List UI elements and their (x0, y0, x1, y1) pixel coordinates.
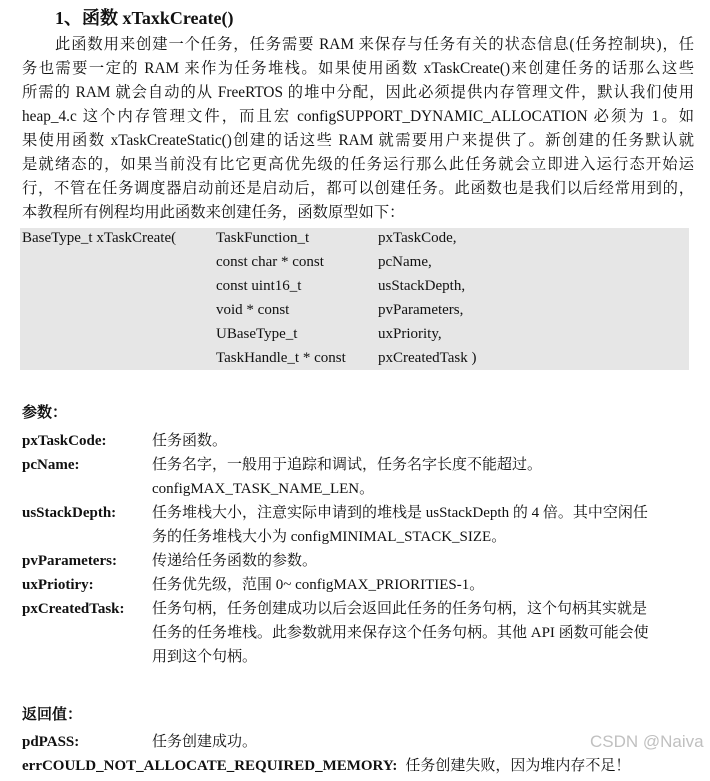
watermark: CSDN @Naiva (590, 732, 704, 751)
param-desc: 务的任务堆栈大小为 configMINIMAL_STACK_SIZE。 (152, 529, 507, 545)
param-type: UBaseType_t (216, 326, 298, 342)
param-desc: 用到这个句柄。 (152, 649, 258, 665)
param-label: pxTaskCode: (22, 433, 107, 449)
param-type: const char * const (216, 254, 324, 270)
param-type: TaskFunction_t (216, 230, 310, 246)
paragraph-line: 务也需要一定的 RAM 来作为任务堆栈。如果使用函数 xTaskCreate()来创建任务的话那么这些 (22, 60, 694, 77)
params-title: 参数： (22, 405, 68, 421)
return-desc: 任务创建失败，因为堆内存不足！ (405, 758, 631, 774)
param-label: pcName: (22, 457, 80, 473)
param-type: TaskHandle_t * const (216, 350, 346, 366)
param-desc: 任务句柄，任务创建成功以后会返回此任务的任务句柄，这个句柄其实就是 (152, 601, 648, 617)
return-label: errCOULD_NOT_ALLOCATE_REQUIRED_MEMORY: (22, 758, 398, 774)
param-name: pcName, (378, 254, 432, 270)
paragraph-line: 此函数用来创建一个任务，任务需要 RAM 来保存与任务有关的状态信息(任务控制块)，任 (55, 36, 694, 53)
param-type: void * const (216, 302, 290, 318)
paragraph-line: 是就绪态的，如果当前没有比它更高优先级的任务运行那么此任务就会立即进入运行态开始运 (22, 156, 694, 173)
return-desc: 任务创建成功。 (152, 734, 258, 750)
prototype-function: BaseType_t xTaskCreate( (22, 230, 177, 246)
param-label: usStackDepth: (22, 505, 117, 521)
paragraph-line: 所需的 RAM 就会自动的从 FreeRTOS 的堆中分配，因此必须提供内存管理文件，默认我们使用 (22, 84, 694, 101)
returns-title: 返回值： (22, 707, 83, 723)
section-heading: 1、函数 xTaxkCreate() (55, 8, 234, 28)
param-name: uxPriority, (378, 326, 442, 342)
paragraph-line: 本教程所有例程均用此函数来创建任务，函数原型如下： (22, 204, 405, 221)
paragraph-line: 行，不管在任务调度器启动前还是启动后，都可以创建任务。此函数也是我们以后经常用到的， (22, 180, 694, 197)
param-desc: 传递给任务函数的参数。 (152, 553, 318, 569)
param-name: pxCreatedTask ) (378, 350, 477, 366)
param-desc: configMAX_TASK_NAME_LEN。 (152, 481, 375, 497)
param-desc: 任务优先级，范围 0~ configMAX_PRIORITIES-1。 (152, 577, 485, 593)
paragraph-line: 果使用函数 xTaskCreateStatic()创建的话这些 RAM 就需要用户来提供了。新创建的任务默认就 (22, 132, 694, 149)
param-label: pvParameters: (22, 553, 117, 569)
param-label: uxPriotiry: (22, 577, 94, 593)
return-row (22, 754, 630, 778)
param-name: usStackDepth, (378, 278, 466, 294)
param-type: const uint16_t (216, 278, 302, 294)
param-desc: 任务名字，一般用于追踪和调试，任务名字长度不能超过。 (152, 457, 543, 473)
param-desc: 任务函数。 (152, 433, 228, 449)
param-desc: 任务堆栈大小，注意实际申请到的堆栈是 usStackDepth 的 4 倍。其中空闲任 (152, 505, 648, 521)
function-prototype-block (20, 228, 689, 370)
param-label: pxCreatedTask: (22, 601, 125, 617)
paragraph-line: heap_4.c 这个内存管理文件，而且宏 configSUPPORT_DYNAMIC_ALLOCATION 必须为 1。如 (22, 108, 694, 125)
param-name: pxTaskCode, (378, 230, 457, 246)
intro-paragraph (22, 33, 694, 225)
return-label: pdPASS: (22, 734, 80, 750)
param-desc: 任务的任务堆栈。此参数就用来保存这个任务句柄。其他 API 函数可能会使 (152, 625, 649, 641)
param-name: pvParameters, (378, 302, 464, 318)
